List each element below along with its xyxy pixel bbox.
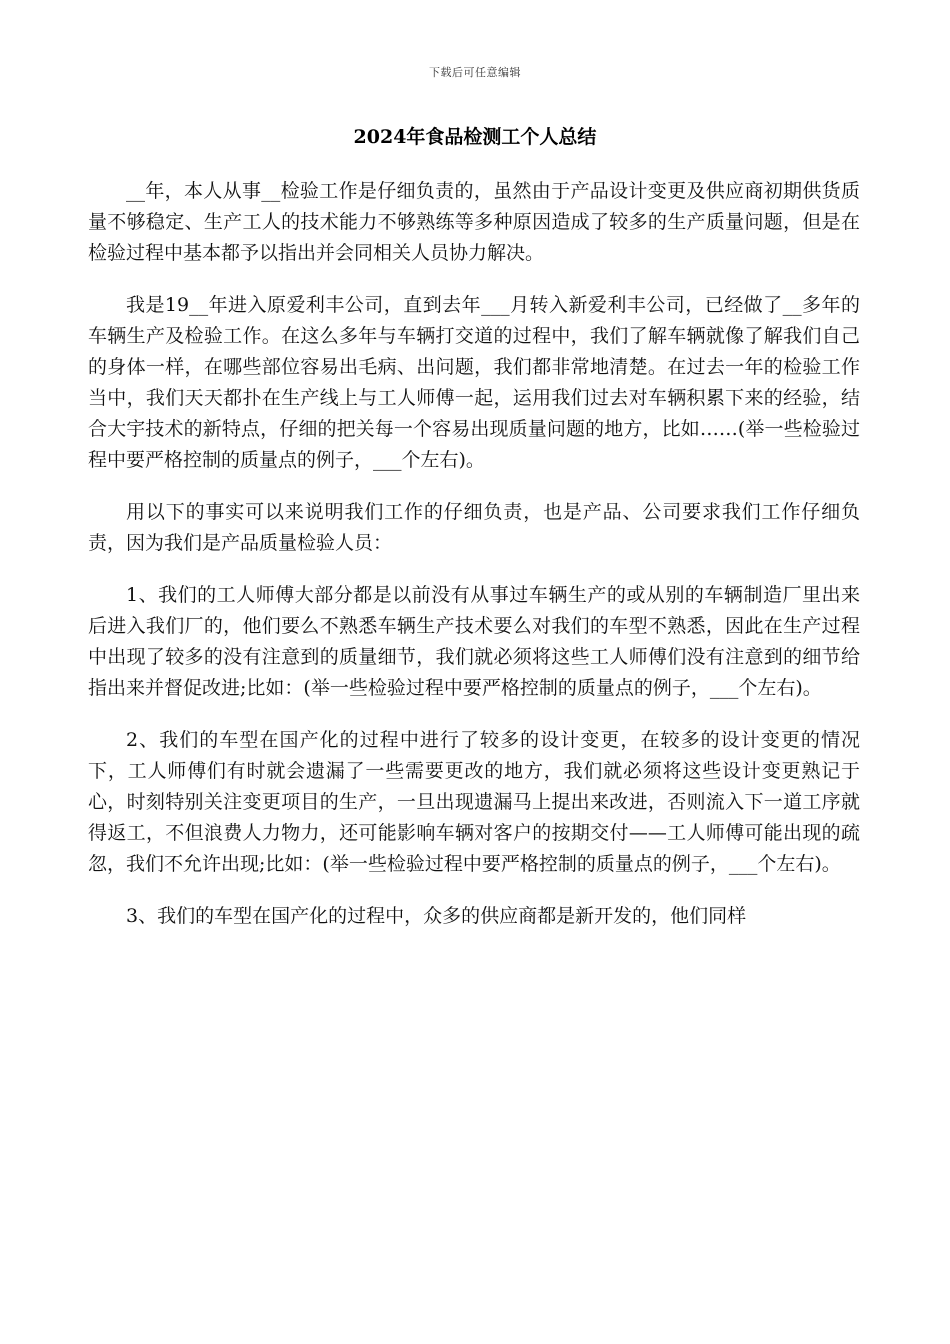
paragraph: 2、我们的车型在国产化的过程中进行了较多的设计变更，在较多的设计变更的情况下，工人师傅们有时就会遗漏了一些需要更改的地方，我们就必须将这些设计变更熟记于心，时刻特别关注变更项目的生产，一旦出现遗漏马上提出来改进，否则流入下一道工序就得返工，不但浪费人力物力，还可能影响车辆对客户的按期交付——工人师傅可能出现的疏忽，我们不允许出现;比如：(举一些检验过程中要严格控制的质量点的例子，___个左右)。 [88, 729, 860, 875]
header-note: 下载后可任意编辑 [429, 66, 521, 79]
document-body [88, 176, 860, 953]
paragraph: __年，本人从事__检验工作是仔细负责的，虽然由于产品设计变更及供应商初期供货质量不够稳定、生产工人的技术能力不够熟练等多种原因造成了较多的生产质量问题，但是在检验过程中基本都予以指出并会同相关人员协力解决。 [88, 180, 860, 264]
paragraph: 3、我们的车型在国产化的过程中，众多的供应商都是新开发的，他们同样 [126, 905, 747, 927]
paragraph: 1、我们的工人师傅大部分都是以前没有从事过车辆生产的或从别的车辆制造厂里出来后进入我们厂的，他们要么不熟悉车辆生产技术要么对我们的车型不熟悉，因此在生产过程中出现了较多的没有注意到的质量细节，我们就必须将这些工人师傅们没有注意到的细节给指出来并督促改进;比如：(举一些检验过程中要严格控制的质量点的例子，___个左右)。 [88, 584, 860, 699]
paragraph: 用以下的事实可以来说明我们工作的仔细负责，也是产品、公司要求我们工作仔细负责，因为我们是产品质量检验人员： [88, 501, 860, 554]
paragraph: 我是19__年进入原爱利丰公司，直到去年___月转入新爱利丰公司，已经做了__多年的车辆生产及检验工作。在这么多年与车辆打交道的过程中，我们了解车辆就像了解我们自己的身体一样，在哪些部位容易出毛病、出问题，我们都非常地清楚。在过去一年的检验工作当中，我们天天都扑在生产线上与工人师傅一起，运用我们过去对车辆积累下来的经验，结合大宇技术的新特点，仔细的把关每一个容易出现质量问题的地方，比如……(举一些检验过程中要严格控制的质量点的例子，___个左右)。 [88, 294, 860, 471]
document-title: 2024年食品检测工个人总结 [353, 126, 597, 148]
